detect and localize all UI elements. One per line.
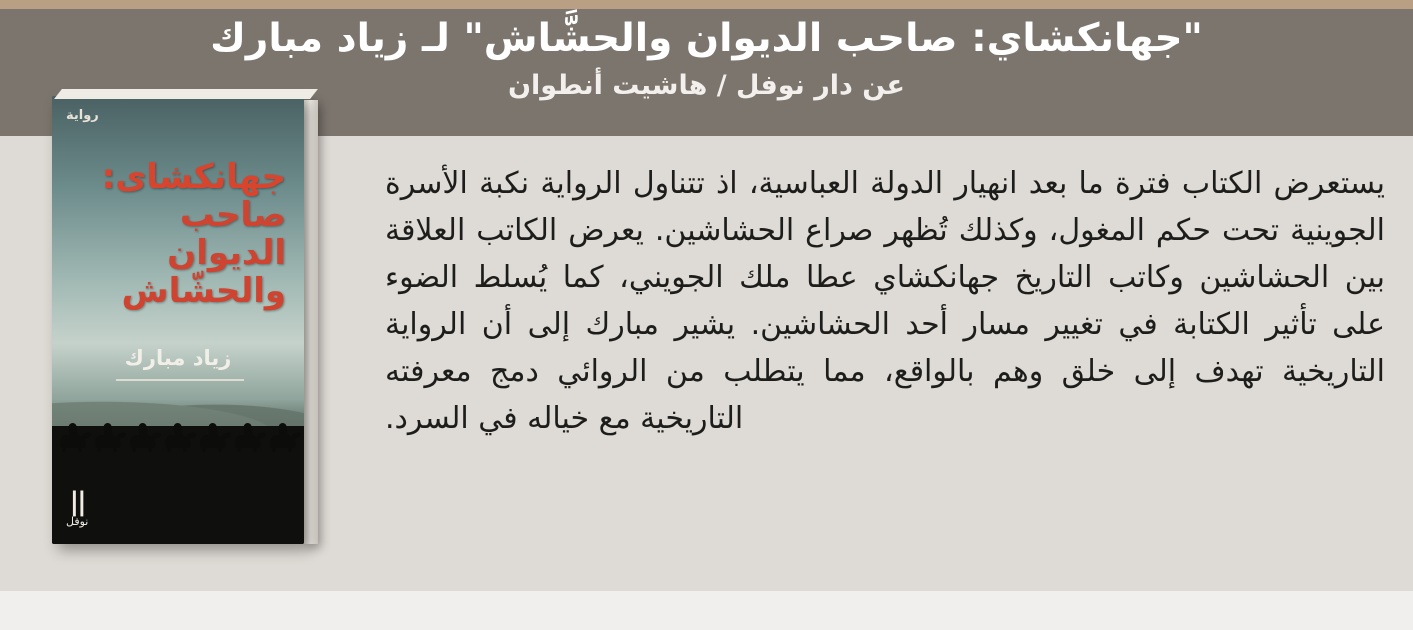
page-title: "جهانكشاي: صاحب الديوان والحشَّاش" لـ زياد مبارك [210, 16, 1203, 61]
cover-title-line-1: جهانكشاى: [101, 157, 286, 197]
cover-title-line-3: الديوان [167, 233, 286, 274]
page-subtitle: عن دار نوفل / هاشيت أنطوان [507, 69, 906, 101]
cover-author-name: زياد مبارك [124, 346, 232, 370]
rider-figure [58, 414, 88, 448]
rider-figure [93, 414, 123, 448]
bottom-strip [0, 591, 1413, 630]
cover-title-line-4: والحشّاش [121, 271, 286, 312]
cover-title-line-2: صاحب [179, 195, 286, 236]
cover-author-rule [116, 379, 244, 381]
rider-figure [198, 414, 228, 448]
rider-figure [163, 414, 193, 448]
publisher-glyph-icon: || [69, 487, 85, 517]
article-body-text: يستعرض الكتاب فترة ما بعد انهيار الدولة العباسية، اذ تتناول الرواية نكبة الأسرة الجوينية تحت حكم المغول، وكذلك تُظهر صراع الحشاشين. يعرض الكاتب العلاقة بين الحشاشين وكاتب التاريخ جهانكشاي عطا ملك الجويني، كما يُسلط الضوء على تأثير الكتابة في تغيير مسار أحد الحشاشين. يشير مبارك إلى أن الرواية التاريخية تهدف إلى خلق وهم بالواقع، مما يتطلب من الروائي دمج معرفته التاريخية مع خياله في السرد. [385, 166, 1385, 437]
book-top-pages [54, 89, 318, 99]
publisher-name: نوفل [66, 515, 89, 528]
book-cover-image [52, 96, 342, 566]
cover-riders-silhouette [52, 402, 304, 448]
book-front-cover [52, 96, 304, 544]
top-accent-strip [0, 0, 1413, 9]
article-body-area [0, 108, 1413, 591]
book-page-edge [304, 100, 318, 544]
rider-figure [128, 414, 158, 448]
cover-title [70, 158, 286, 310]
rider-figure [233, 414, 263, 448]
rider-figure [268, 414, 298, 448]
publisher-logo [66, 487, 89, 528]
cover-genre-label: رواية [66, 108, 99, 123]
